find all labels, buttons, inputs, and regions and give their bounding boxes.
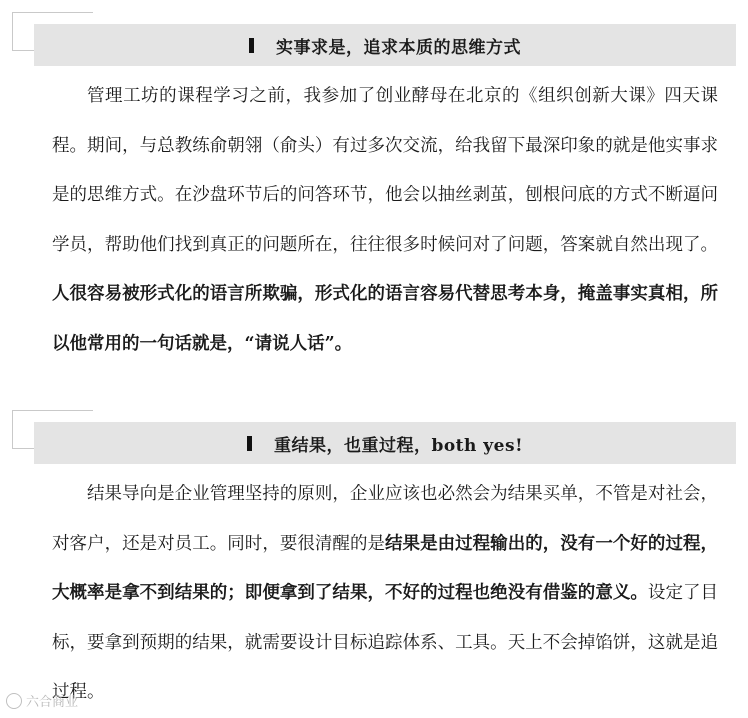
section-heading-text: 重结果，也重过程，both yes! (273, 435, 524, 456)
section-heading (34, 24, 736, 66)
section-heading (34, 422, 736, 464)
section-paragraph (52, 470, 718, 718)
watermark (6, 691, 78, 710)
paragraph-text: 设定了目标，要拿到预期的结果，就需要设计目标追踪体系、工具。天上不会掉馅饼，这就是追过程。 (52, 583, 719, 702)
watermark-text: 六合商业 (26, 695, 79, 710)
heading-marker-icon (247, 436, 252, 451)
paragraph-text: 管理工坊的课程学习之前，我参加了创业酵母在北京的《组织创新大课》四天课程。期间，与总教练俞朝翎（俞头）有过多次交流，给我留下最深印象的就是他实事求是的思维方式。在沙盘环节后的问答环节，他会以抽丝剥茧，刨根问底的方式不断逼问学员，帮助他们找到真正的问题所在，往往很多时候问对了问题，答案就自然出现了。 (52, 86, 718, 255)
section-heading-text: 实事求是，追求本质的思维方式 (276, 37, 521, 58)
paragraph-bold-text: 结果是由过程输出的，没有一个好的过程，大概率是拿不到结果的；即便拿到了结果，不好的过程也绝没有借鉴的意义。 (52, 533, 719, 603)
section-paragraph (52, 72, 718, 369)
paragraph-bold-text: 人很容易被形式化的语言所欺骗，形式化的语言容易代替思考本身，掩盖事实真相，所以他常用的一句话就是，“请说人话”。 (52, 284, 718, 354)
watermark-logo-icon (6, 693, 22, 709)
heading-marker-icon (249, 38, 254, 53)
paragraph-text: 结果导向是企业管理坚持的原则，企业应该也必然会为结果买单，不管是对社会，对客户，还是对员工。同时，要很清醒的是 (52, 484, 718, 554)
